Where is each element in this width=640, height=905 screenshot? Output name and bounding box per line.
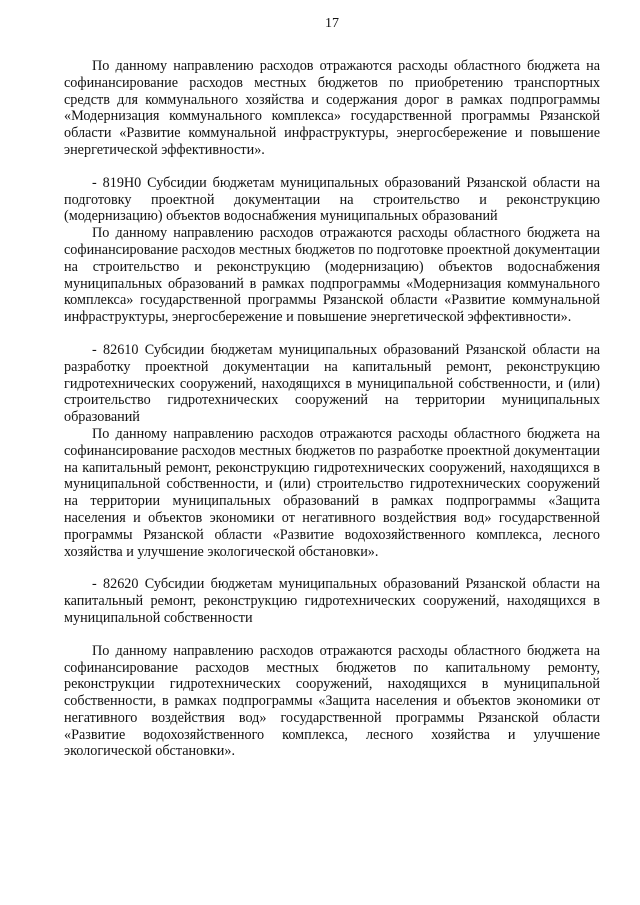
page-number: 17 — [325, 16, 339, 31]
paragraph-spacer — [64, 560, 600, 576]
heading-819n0: - 819Н0 Субсидии бюджетам муниципальных образований Рязанской области на подготовку проектной документации на строительство и реконструкцию (модернизацию) объектов водоснабжения муниципальных образований — [64, 174, 600, 225]
paragraph-819n0-description: По данному направлению расходов отражаются расходы областного бюджета на софинансирование расходов местных бюджетов по подготовке проектной документации на строительство и реконструкцию (модернизацию) объектов водоснабжения муниципальных образований в рамках подпрограммы «Модернизация коммунального комплекса» государственной программы Рязанской области «Развитие коммунальной инфраструктуры, энергосбережение и повышение энергетической эффективности». — [64, 225, 600, 326]
heading-82610: - 82610 Субсидии бюджетам муниципальных образований Рязанской области на разработку проектной документации на капитальный ремонт, реконструкцию гидротехнических сооружений, находящихся в муниципальной собственности, и (или) строительство гидротехнических сооружений на территории муниципальных образований — [64, 341, 600, 426]
paragraph-82620-description: По данному направлению расходов отражаются расходы областного бюджета на софинансирование расходов местных бюджетов по капитальному ремонту, реконструкции гидротехнических сооружений, находящихся в муниципальной собственности, в рамках подпрограммы «Защита населения и объектов экономики от негативного воздействия вод» государственной программы Рязанской области «Развитие водохозяйственного комплекса, лесного хозяйства и улучшение экологической обстановки». — [64, 642, 600, 760]
paragraph-spacer — [64, 326, 600, 342]
heading-82620: - 82620 Субсидии бюджетам муниципальных образований Рязанской области на капитальный ремонт, реконструкцию гидротехнических сооружений, находящихся в муниципальной собственности — [64, 576, 600, 626]
document-page — [64, 16, 600, 760]
paragraph-spacer — [64, 159, 600, 175]
paragraph-spacer — [64, 627, 600, 643]
paragraph-transport-expenses: По данному направлению расходов отражаются расходы областного бюджета на софинансирование расходов местных бюджетов по приобретению транспортных средств для коммунального хозяйства и содержания дорог в рамках подпрограммы «Модернизация коммунального комплекса» государственной программы Рязанской области «Развитие коммунальной инфраструктуры, энергосбережение и повышение энергетической эффективности». — [64, 58, 600, 158]
paragraph-82610-description: По данному направлению расходов отражаются расходы областного бюджета на софинансирование расходов местных бюджетов по разработке проектной документации на капитальный ремонт, реконструкцию гидротехнических сооружений, находящихся в муниципальной собственности, и (или) строительство гидротехнических сооружений на территории муниципальных образований в рамках подпрограммы «Защита населения и объектов экономики от негативного воздействия вод» государственной программы Рязанской области «Развитие водохозяйственного комплекса, лесного хозяйства и улучшение экологической обстановки». — [64, 425, 600, 560]
